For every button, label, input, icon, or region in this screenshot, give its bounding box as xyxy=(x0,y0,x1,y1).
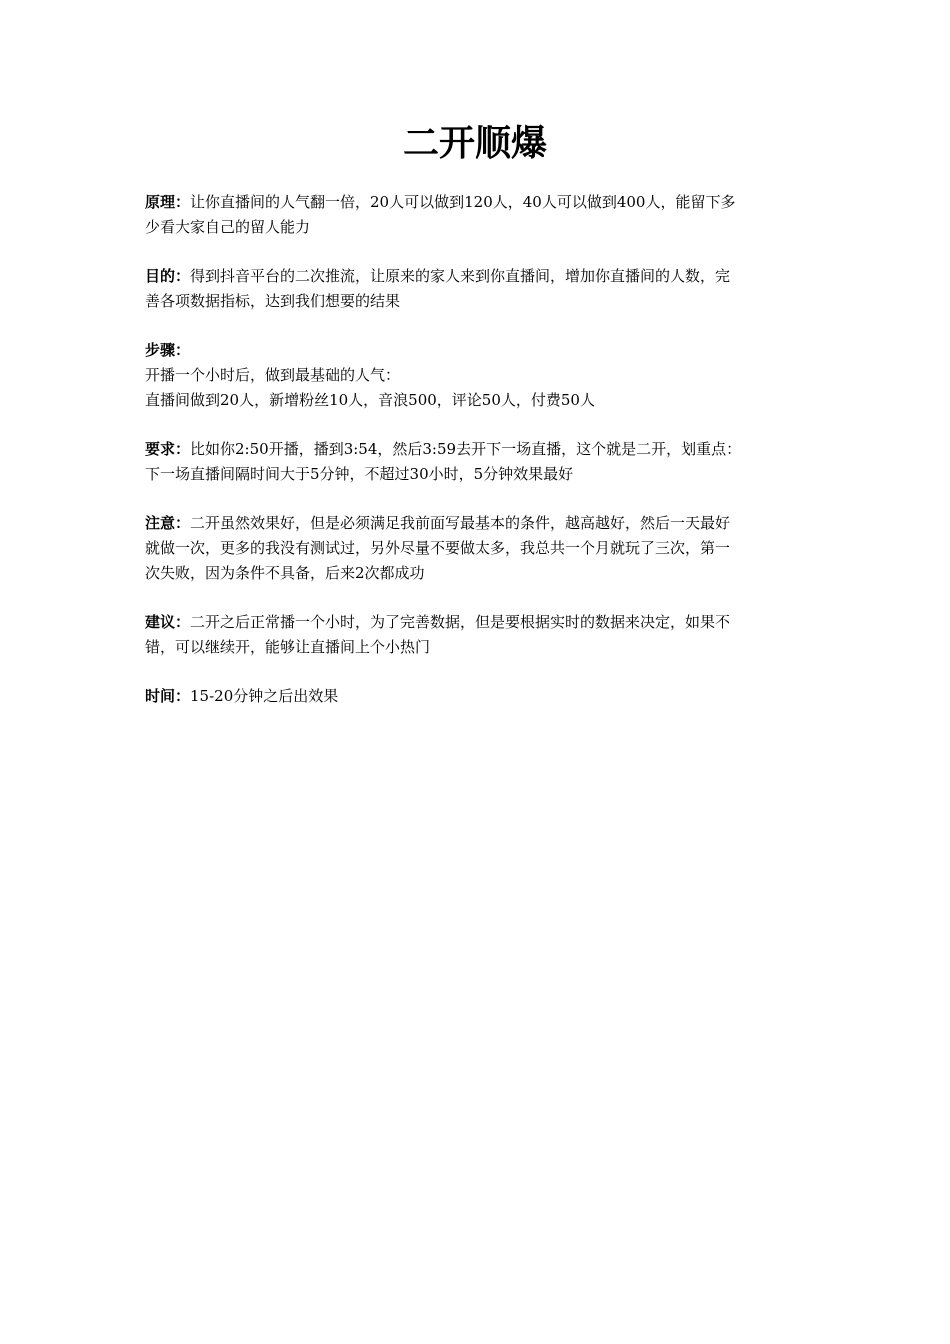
section-requirement xyxy=(145,437,807,487)
section-principle xyxy=(145,190,807,240)
purpose-label: 目的： xyxy=(145,267,191,285)
section-note xyxy=(145,511,807,586)
purpose-line-1 xyxy=(145,264,807,289)
document-body xyxy=(145,190,807,733)
steps-line-2: 直播间做到20人，新增粉丝10人，音浪500，评论50人，付费50人 xyxy=(145,391,595,409)
time-label: 时间： xyxy=(145,687,191,705)
steps-line-1: 开播一个小时后，做到最基础的人气： xyxy=(145,366,401,384)
section-time xyxy=(145,684,807,709)
note-line-2: 就做一次，更多的我没有测试过，另外尽量不要做太多，我总共一个月就玩了三次，第一 xyxy=(145,539,731,557)
principle-line-1 xyxy=(145,190,807,215)
purpose-line-2: 善各项数据指标，达到我们想要的结果 xyxy=(145,292,401,310)
section-purpose xyxy=(145,264,807,314)
note-text-1: 二开虽然效果好，但是必须满足我前面写最基本的条件，越高越好，然后一天最好 xyxy=(190,514,731,532)
principle-text-1: 让你直播间的人气翻一倍，20人可以做到120人，40人可以做到400人，能留下多 xyxy=(190,193,736,211)
requirement-text-1: 比如你2:50开播，播到3:54，然后3:59去开下一场直播，这个就是二开，划重点： xyxy=(190,440,742,458)
suggestion-text-1: 二开之后正常播一个小时，为了完善数据，但是要根据实时的数据来决定，如果不 xyxy=(190,613,731,631)
time-text-1: 15-20分钟之后出效果 xyxy=(190,687,339,705)
suggestion-label: 建议： xyxy=(145,613,191,631)
time-line-1 xyxy=(145,684,807,709)
section-suggestion xyxy=(145,610,807,660)
suggestion-line-1 xyxy=(145,610,807,635)
principle-label: 原理： xyxy=(145,193,191,211)
requirement-line-2: 下一场直播间隔时间大于5分钟，不超过30小时，5分钟效果最好 xyxy=(145,465,574,483)
section-steps xyxy=(145,338,807,413)
steps-label: 步骤： xyxy=(145,341,191,359)
requirement-line-1 xyxy=(145,437,807,462)
principle-line-2: 少看大家自己的留人能力 xyxy=(145,218,311,236)
purpose-text-1: 得到抖音平台的二次推流，让原来的家人来到你直播间，增加你直播间的人数，完 xyxy=(190,267,731,285)
note-line-3: 次失败，因为条件不具备，后来2次都成功 xyxy=(145,564,425,582)
requirement-label: 要求： xyxy=(145,440,191,458)
note-line-1 xyxy=(145,511,807,536)
note-label: 注意： xyxy=(145,514,191,532)
document-title: 二开顺爆 xyxy=(402,123,547,164)
suggestion-line-2: 错，可以继续开，能够让直播间上个小热门 xyxy=(145,638,431,656)
